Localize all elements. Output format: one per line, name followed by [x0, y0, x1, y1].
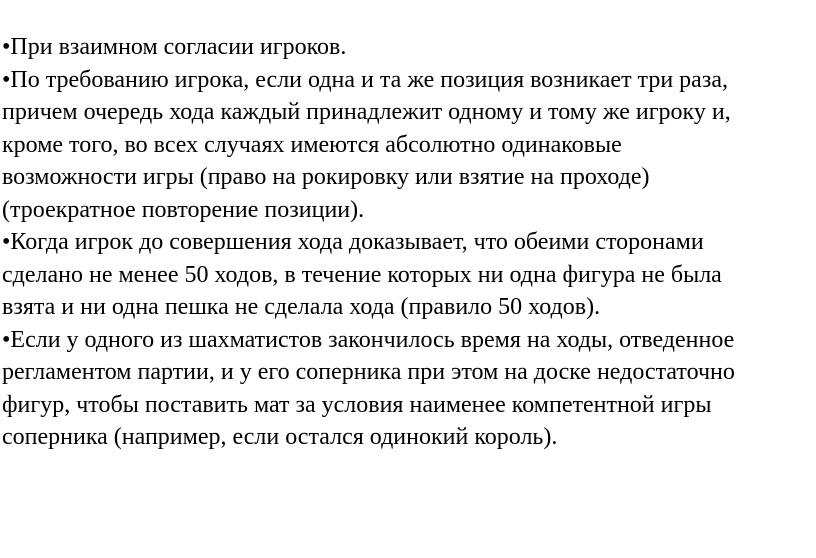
- text-line-3: причем очередь хода каждый принадлежит одному и тому же игроку и,: [2, 99, 731, 125]
- text-line-8: сделано не менее 50 ходов, в течение которых ни одна фигура не была: [2, 261, 722, 288]
- text-line-10: •Если у одного из шахматистов закончилось время на ходы, отведенное: [2, 326, 735, 353]
- text-line-1: •При взаимном согласии игроков.: [2, 34, 347, 60]
- text-line-2: •По требованию игрока, если одна и та же позиция возникает три раза,: [2, 66, 728, 93]
- text-line-7: •Когда игрок до совершения хода доказывает, что обеими сторонами: [2, 229, 704, 255]
- draw-conditions-text: [2, 31, 814, 454]
- text-line-4: кроме того, во всех случаях имеются абсолютно одинаковые: [2, 131, 622, 158]
- text-line-11: регламентом партии, и у его соперника при этом на доске недостаточно: [2, 359, 735, 385]
- text-line-9: взята и ни одна пешка не сделала хода (правило 50 ходов).: [2, 294, 601, 320]
- text-line-6: (троекратное повторение позиции).: [2, 196, 365, 223]
- text-line-13: соперника (например, если остался одинокий король).: [2, 424, 558, 450]
- text-line-12: фигур, чтобы поставить мат за условия наименее компетентной игры: [2, 391, 712, 418]
- text-line-5: возможности игры (право на рокировку или взятие на проходе): [2, 164, 650, 190]
